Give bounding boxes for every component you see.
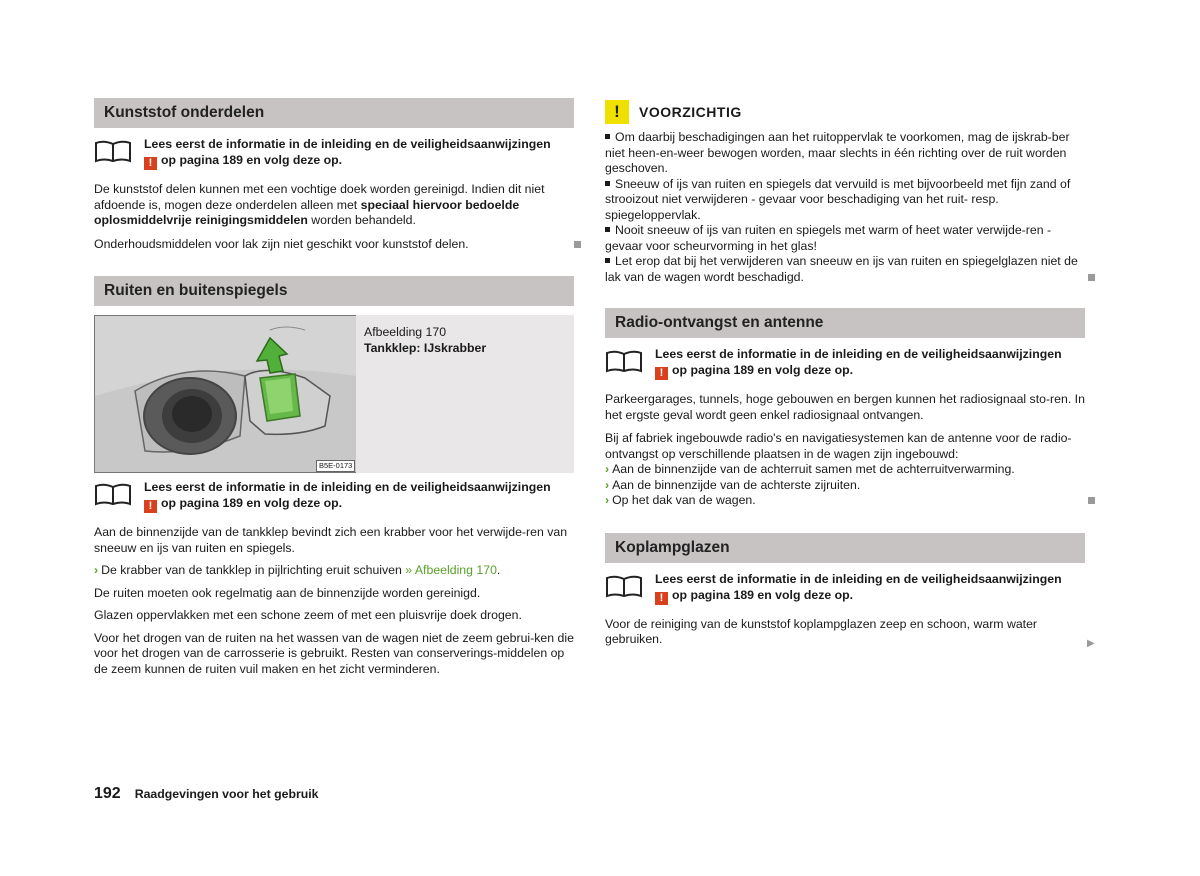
end-marker-icon	[1088, 497, 1095, 504]
note-line-1: Lees eerst de informatie in de inleiding en de veiligheidsaanwijzingen	[655, 571, 1062, 586]
right-column	[605, 98, 1095, 649]
safety-note	[94, 136, 574, 170]
safety-note	[605, 346, 1085, 380]
text: Nooit sneeuw of ijs van ruiten en spiegels met warm of heet water verwijde-ren - gevaar voor scheurvorming in het glas!	[605, 223, 1052, 253]
text: worden behandeld.	[307, 213, 416, 227]
text: Let erop dat bij het verwijderen van sneeuw en ijs van ruiten en spiegelglazen niet de lak van de wagen wordt beschadigd.	[605, 254, 1078, 284]
text: Onderhoudsmiddelen voor lak zijn niet geschikt voor kunststof delen.	[94, 236, 469, 251]
paragraph	[605, 616, 1095, 649]
paragraph: Voor het drogen van de ruiten na het wassen van de wagen niet de zeem gebrui-ken die voor het drogen van de carrosserie is gebruikt. Resten van conserverings-middelen op de zeem kunnen de ruiten vuil maken en het zicht verminderen.	[94, 630, 574, 676]
step-item	[94, 563, 574, 579]
figure-label: Afbeelding 170	[364, 325, 447, 339]
warning-icon: !	[655, 367, 668, 380]
paragraph: Glazen oppervlakken met een schone zeem of met een pluisvrije doek drogen.	[94, 608, 522, 622]
left-column	[94, 98, 574, 677]
text: Om daarbij beschadigingen aan het ruitoppervlak te voorkomen, mag de ijskrab-ber niet heen-en-weer bewogen worden, maar slechts in één richting over de ruit worden geschoven.	[605, 130, 1070, 175]
arrow-icon: ›	[94, 563, 99, 577]
figure-link[interactable]: » Afbeelding 170	[405, 563, 497, 577]
bullet-icon	[605, 181, 610, 186]
section-heading-ruiten: Ruiten en buitenspiegels	[94, 276, 574, 306]
caution-icon: !	[605, 100, 629, 124]
caution-title: VOORZICHTIG	[639, 104, 742, 120]
fuel-flap-illustration	[95, 316, 357, 472]
page-footer	[94, 785, 319, 803]
book-icon	[605, 574, 643, 598]
note-line-2	[144, 495, 574, 513]
arrow-icon: ›	[605, 477, 610, 492]
section-heading-koplamp: Koplampglazen	[605, 533, 1085, 563]
page-reference-link[interactable]: op pagina 189 en volg deze op.	[161, 153, 343, 167]
list-item	[605, 462, 1085, 478]
paragraph: Aan de binnenzijde van de tankklep bevindt zich een krabber voor het verwijde-ren van sneeuw en ijs van ruiten en spiegels.	[94, 525, 568, 555]
paragraph	[94, 237, 574, 253]
section-heading-radio: Radio-ontvangst en antenne	[605, 308, 1085, 338]
page-reference-link[interactable]: op pagina 189 en volg deze op.	[161, 496, 343, 510]
paragraph: De ruiten moeten ook regelmatig aan de binnenzijde worden gereinigd.	[94, 585, 481, 600]
paragraph: Parkeergarages, tunnels, hoge gebouwen en bergen kunnen het radiosignaal sto-ren. In het ergste geval wordt geen enkel radiosignaal ontvangen.	[605, 392, 1085, 422]
paragraph	[94, 182, 574, 229]
text: De krabber van de tankklep in pijlrichting eruit schuiven	[101, 563, 406, 577]
text: .	[496, 563, 501, 577]
note-line-1: Lees eerst de informatie in de inleiding en de veiligheidsaanwijzingen	[144, 137, 551, 151]
caution-list	[605, 130, 1085, 285]
text: Op het dak van de wagen.	[612, 493, 756, 507]
bullet-icon	[605, 134, 610, 139]
continue-arrow-icon: ▶	[1087, 637, 1095, 649]
text: Aan de binnenzijde van de achterste zijruiten.	[612, 477, 861, 492]
book-icon	[94, 139, 132, 163]
warning-icon: !	[144, 500, 157, 513]
warning-icon: !	[655, 592, 668, 605]
note-line-2	[655, 362, 1085, 380]
chapter-title: Raadgevingen voor het gebruik	[134, 787, 319, 801]
figure-title: Tankklep: IJskrabber	[364, 341, 487, 355]
caution-item	[605, 223, 1085, 254]
figure-170	[94, 315, 574, 473]
text: Voor de reiniging van de kunststof koplampglazen zeep en schoon, warm water gebruiken.	[605, 616, 1038, 646]
text: Aan de binnenzijde van de achterruit samen met de achterruitverwarming.	[612, 462, 1015, 476]
text: Sneeuw of ijs van ruiten en spiegels dat vervuild is met bijvoorbeeld met fijn zand of strooizout niet verwijderen - gevaar voor beschadiging van het ruit- resp. spiegeloppervlak.	[605, 176, 1071, 222]
note-line-2	[144, 152, 574, 170]
section-heading-kunststof: Kunststof onderdelen	[94, 98, 574, 128]
note-line-1: Lees eerst de informatie in de inleiding en de veiligheidsaanwijzingen	[144, 480, 551, 494]
list-item	[605, 478, 1085, 494]
end-marker-icon	[1088, 274, 1095, 281]
caution-header	[605, 100, 1085, 128]
arrow-icon: ›	[605, 462, 610, 476]
note-line-2	[655, 587, 1085, 605]
note-line-1: Lees eerst de informatie in de inleiding en de veiligheidsaanwijzingen	[655, 347, 1062, 361]
arrow-icon: ›	[605, 493, 610, 507]
figure-code: B5E-0173	[316, 460, 355, 472]
bullet-icon	[605, 227, 610, 232]
fuel-flap-scraper-image	[94, 315, 358, 473]
caution-item	[605, 177, 1085, 224]
end-marker-icon	[574, 241, 581, 248]
caution-item	[605, 130, 1085, 177]
page-reference-link[interactable]: op pagina 189 en volg deze op.	[672, 363, 854, 377]
safety-note	[605, 571, 1085, 605]
text: De kunststof delen kunnen met een vochtige doek worden gereinigd. Indien dit niet afdoende is, mogen deze onderdelen alleen met	[94, 182, 545, 212]
page-reference-link[interactable]: op pagina 189 en volg deze op.	[672, 587, 854, 602]
bullet-icon	[605, 258, 610, 263]
bold-text: speciaal hiervoor bedoelde oplosmiddelvrije reinigingsmiddelen	[94, 197, 520, 227]
book-icon	[94, 482, 132, 506]
list-item	[605, 493, 1085, 509]
book-icon	[605, 349, 643, 373]
page-number: 192	[94, 785, 121, 802]
paragraph: Bij af fabriek ingebouwde radio's en navigatiesystemen kan de antenne voor de radio-ontvangst op verschillende plaatsen in de wagen zijn ingebouwd:	[605, 431, 1072, 461]
caution-item	[605, 254, 1085, 285]
figure-caption	[364, 324, 486, 356]
warning-icon: !	[144, 157, 157, 170]
safety-note	[94, 479, 574, 513]
